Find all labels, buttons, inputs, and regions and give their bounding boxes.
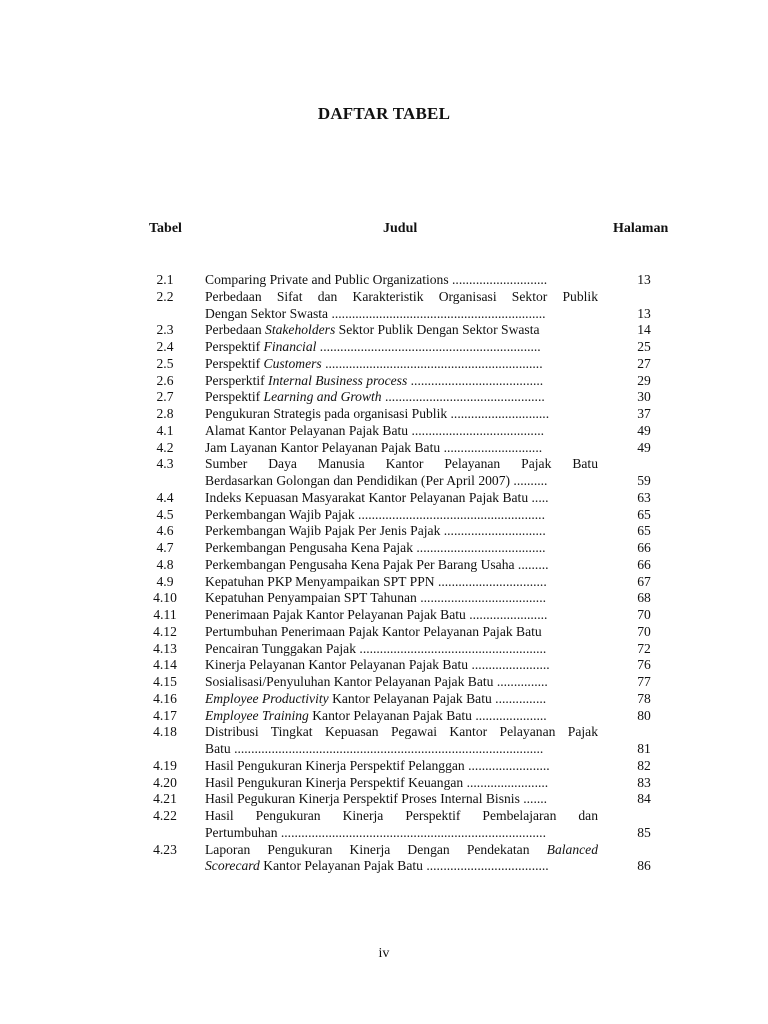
table-number: 4.13 — [153, 640, 177, 656]
table-row — [0, 691, 768, 708]
table-title: Kinerja Pelayanan Kantor Pelayanan Pajak Batu ....................... — [205, 657, 550, 673]
table-row — [0, 339, 768, 356]
page-ref: 13 — [637, 272, 651, 287]
table-row — [0, 741, 768, 758]
table-number: 4.17 — [153, 707, 177, 723]
page-ref: 72 — [637, 640, 651, 656]
table-number: 4.7 — [156, 540, 174, 555]
table-title: Persperktif Internal Business process ....................................... — [205, 372, 544, 388]
table-title: Hasil Pengukuran Kinerja Perspektif Pembelajaran dan — [205, 808, 598, 823]
table-title: Perbedaan Sifat dan Karakteristik Organisasi Sektor Publik — [205, 288, 598, 304]
table-title: Kepatuhan PKP Menyampaikan SPT PPN ................................ — [205, 573, 547, 589]
table-title: Employee Training Kantor Pelayanan Pajak Batu ..................... — [205, 707, 547, 723]
table-number: 4.19 — [153, 757, 177, 773]
table-number: 2.8 — [156, 406, 174, 421]
table-number: 4.5 — [156, 506, 174, 522]
table-row — [0, 557, 768, 574]
table-row — [0, 674, 768, 691]
table-number: 4.9 — [156, 573, 174, 589]
table-number: 4.12 — [153, 623, 177, 639]
page-ref: 80 — [637, 707, 651, 723]
page-ref: 77 — [637, 674, 651, 689]
table-row — [0, 423, 768, 440]
page-ref: 27 — [637, 355, 651, 371]
column-header-tabel: Tabel — [149, 221, 182, 236]
table-row — [0, 858, 768, 875]
table-row — [0, 641, 768, 658]
table-title: Jam Layanan Kantor Pelayanan Pajak Batu ............................. — [205, 439, 543, 455]
page-ref: 65 — [637, 506, 651, 522]
table-number: 2.1 — [156, 272, 174, 287]
page-ref: 65 — [637, 523, 651, 539]
table-number: 4.1 — [156, 422, 174, 438]
table-title: Perspektif Learning and Growth ............................................... — [205, 389, 545, 405]
page-ref: 25 — [637, 339, 651, 354]
table-row — [0, 791, 768, 808]
table-number: 4.8 — [156, 556, 174, 572]
page-ref: 76 — [637, 657, 651, 673]
table-title: Indeks Kepuasan Masyarakat Kantor Pelayanan Pajak Batu ..... — [205, 489, 549, 505]
table-number: 4.16 — [153, 690, 177, 706]
table-row — [0, 356, 768, 373]
page-number: iv — [378, 946, 390, 961]
table-number: 4.23 — [153, 841, 177, 857]
table-row — [0, 490, 768, 507]
table-title: Pertumbuhan Penerimaan Pajak Kantor Pelayanan Pajak Batu — [205, 623, 542, 639]
table-title: Scorecard Kantor Pelayanan Pajak Batu .................................... — [205, 858, 549, 874]
table-row — [0, 373, 768, 390]
table-number: 4.4 — [156, 489, 174, 505]
page-ref: 78 — [637, 690, 651, 706]
page-ref: 49 — [637, 422, 651, 438]
table-title: Sumber Daya Manusia Kantor Pelayanan Pajak Batu — [205, 456, 598, 472]
column-header-judul: Judul — [383, 221, 418, 236]
table-row — [0, 389, 768, 406]
table-row — [0, 574, 768, 591]
table-row — [0, 607, 768, 624]
table-row — [0, 657, 768, 674]
table-title: Perkembangan Wajib Pajak ....................................................... — [205, 506, 545, 522]
table-row — [0, 523, 768, 540]
table-number: 4.2 — [156, 439, 174, 455]
page-ref: 30 — [637, 389, 651, 405]
page-ref: 84 — [637, 791, 651, 807]
table-number: 4.20 — [153, 774, 177, 790]
table-number: 4.15 — [153, 674, 177, 689]
column-header-halaman: Halaman — [613, 221, 669, 236]
table-row — [0, 456, 768, 473]
table-title: Perkembangan Wajib Pajak Per Jenis Pajak .............................. — [205, 523, 546, 539]
page-ref: 85 — [637, 824, 651, 840]
table-title: Perkembangan Pengusaha Kena Pajak Per Barang Usaha ......... — [205, 556, 549, 572]
table-row — [0, 825, 768, 842]
table-number: 4.6 — [156, 523, 174, 539]
table-row — [0, 540, 768, 557]
page-ref: 68 — [637, 590, 651, 606]
table-title: Perspektif Customers ................................................................ — [205, 355, 543, 371]
table-row — [0, 322, 768, 339]
table-title: Dengan Sektor Swasta ............................................................... — [205, 305, 546, 321]
table-row — [0, 708, 768, 725]
table-title: Hasil Pengukuran Kinerja Perspektif Keuangan ........................ — [205, 774, 549, 790]
table-row — [0, 775, 768, 792]
table-number: 4.14 — [153, 657, 177, 673]
page-ref: 70 — [637, 623, 651, 639]
table-row — [0, 758, 768, 775]
table-number: 2.2 — [156, 288, 174, 304]
table-row — [0, 624, 768, 641]
table-row — [0, 473, 768, 490]
table-number: 2.7 — [156, 389, 174, 405]
table-title: Pengukuran Strategis pada organisasi Publik ............................. — [205, 406, 550, 421]
table-number: 4.22 — [153, 808, 177, 823]
table-title: Pencairan Tunggakan Pajak ....................................................... — [205, 640, 547, 656]
table-number: 4.10 — [153, 590, 177, 606]
table-title: Pertumbuhan .............................................................................. — [205, 824, 546, 840]
page-ref: 70 — [637, 607, 651, 622]
table-title: Sosialisasi/Penyuluhan Kantor Pelayanan Pajak Batu ............... — [205, 674, 548, 689]
table-title: Penerimaan Pajak Kantor Pelayanan Pajak Batu ....................... — [205, 607, 548, 622]
table-row — [0, 406, 768, 423]
table-title: Perbedaan Stakeholders Sektor Publik Dengan Sektor Swasta — [205, 322, 540, 338]
page-ref: 37 — [637, 406, 651, 421]
table-number: 2.5 — [156, 355, 174, 371]
table-title: Distribusi Tingkat Kepuasan Pegawai Kantor Pelayanan Pajak — [205, 724, 598, 740]
table-number: 2.4 — [156, 339, 174, 354]
table-row — [0, 272, 768, 289]
page-ref: 81 — [637, 741, 651, 756]
table-title: Alamat Kantor Pelayanan Pajak Batu ....................................... — [205, 422, 545, 438]
page-ref: 59 — [637, 473, 651, 488]
table-number: 2.3 — [156, 322, 174, 338]
page-ref: 67 — [637, 573, 651, 589]
page-ref: 66 — [637, 540, 651, 555]
table-number: 2.6 — [156, 372, 174, 388]
table-number: 4.18 — [153, 724, 177, 740]
table-row — [0, 507, 768, 524]
page-ref: 49 — [637, 439, 651, 455]
table-row — [0, 842, 768, 859]
table-row — [0, 590, 768, 607]
table-title: Berdasarkan Golongan dan Pendidikan (Per April 2007) .......... — [205, 473, 548, 488]
page-ref: 63 — [637, 489, 651, 505]
table-row — [0, 808, 768, 825]
table-title: Employee Productivity Kantor Pelayanan Pajak Batu ............... — [205, 690, 547, 706]
table-title: Perkembangan Pengusaha Kena Pajak ...................................... — [205, 540, 546, 555]
table-number: 4.3 — [156, 456, 174, 472]
table-title: Laporan Pengukuran Kinerja Dengan Pendekatan Balanced — [205, 841, 598, 857]
page-ref: 86 — [637, 858, 651, 874]
table-title: Kepatuhan Penyampaian SPT Tahunan ..................................... — [205, 590, 546, 606]
page-ref: 66 — [637, 556, 651, 572]
table-row — [0, 724, 768, 741]
table-number: 4.11 — [153, 607, 177, 622]
page-ref: 82 — [637, 757, 651, 773]
page-title: DAFTAR TABEL — [317, 104, 451, 123]
table-title: Comparing Private and Public Organizations ............................ — [205, 272, 548, 287]
table-title: Batu ........................................................................................... — [205, 741, 544, 756]
page-ref: 14 — [637, 322, 651, 338]
table-row — [0, 289, 768, 306]
page-ref: 83 — [637, 774, 651, 790]
table-title: Hasil Pegukuran Kinerja Perspektif Proses Internal Bisnis ....... — [205, 791, 548, 807]
page-ref: 29 — [637, 372, 651, 388]
table-row — [0, 306, 768, 323]
table-title: Hasil Pengukuran Kinerja Perspektif Pelanggan ........................ — [205, 757, 550, 773]
table-row — [0, 440, 768, 457]
page-ref: 13 — [637, 305, 651, 321]
table-list — [0, 272, 768, 875]
table-title: Perspektif Financial ................................................................. — [205, 339, 541, 354]
table-number: 4.21 — [153, 791, 177, 807]
